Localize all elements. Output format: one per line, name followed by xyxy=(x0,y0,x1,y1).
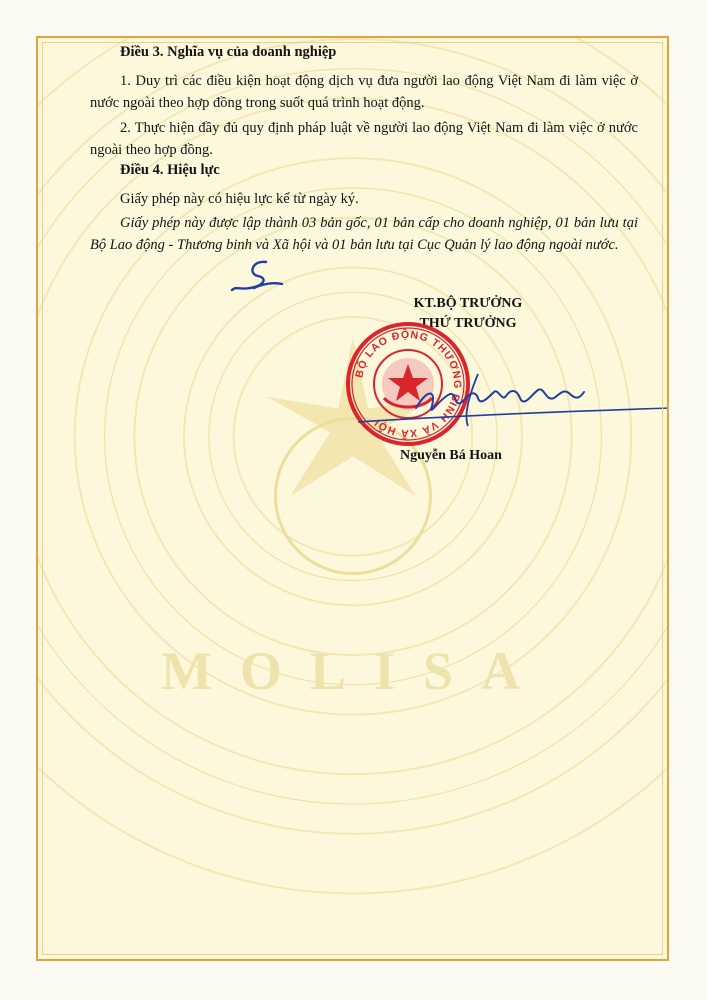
article3-item-1: 1. Duy trì các điều kiện hoạt động dịch vụ đưa người lao động Việt Nam đi làm việc ở nước ngoài theo hợp đồng trong suốt quá trình hoạt động. xyxy=(90,73,638,111)
article4-effective: Giấy phép này có hiệu lực kể từ ngày ký. xyxy=(120,191,359,207)
signature-title-2: THỨ TRƯỞNG xyxy=(419,316,517,331)
article3-item-2: 2. Thực hiện đầy đủ quy định pháp luật về người lao động Việt Nam đi làm việc ở nước ngoài theo hợp đồng. xyxy=(90,120,638,158)
license-page xyxy=(36,36,669,961)
watermark-text: MOLISA xyxy=(160,641,549,701)
signature-icon xyxy=(328,368,669,438)
article3-heading: Điều 3. Nghĩa vụ của doanh nghiệp xyxy=(120,44,337,60)
document-body xyxy=(38,38,669,959)
signer-name: Nguyễn Bá Hoan xyxy=(400,448,502,463)
initial-signature-icon xyxy=(228,256,288,296)
svg-text:BỘ LAO ĐỘNG THƯƠNG BINH VÀ XÃ: BỘ LAO ĐỘNG THƯƠNG BINH VÀ XÃ HỘI xyxy=(353,328,464,440)
article4-copies: Giấy phép này được lập thành 03 bản gốc, 01 bản cấp cho doanh nghiệp, 01 bản lưu tại Bộ Lao động - Thương binh và Xã hội và 01 bản lưu tại Cục Quản lý lao động ngoài nước. xyxy=(90,215,638,253)
article4-heading: Điều 4. Hiệu lực xyxy=(120,162,220,178)
signature-title-1: KT.BỘ TRƯỞNG xyxy=(413,296,523,311)
